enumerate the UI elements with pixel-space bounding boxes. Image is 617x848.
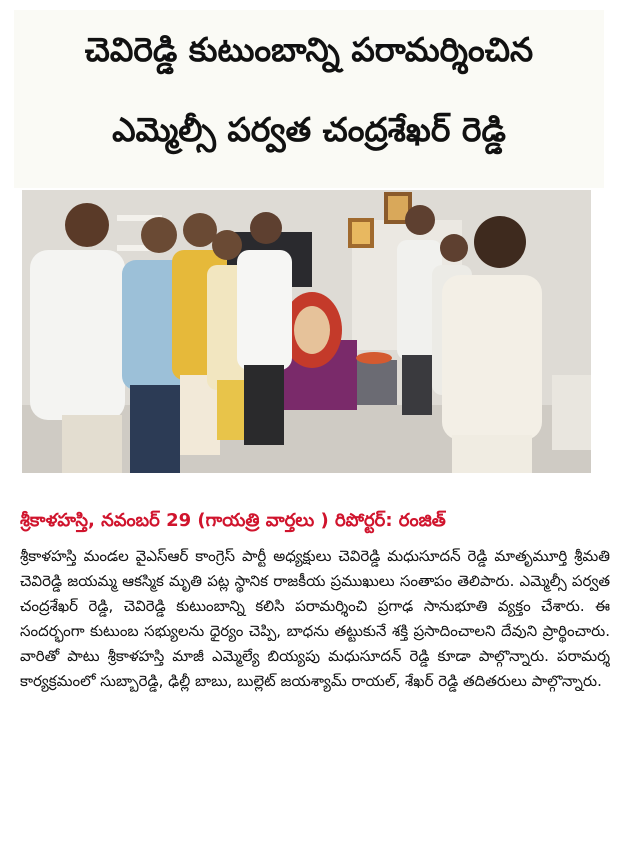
- headline-box: [14, 10, 604, 188]
- headline-line-1: చెవిరెడ్డి కుటుంబాన్ని పరామర్శించిన: [84, 30, 534, 69]
- article: [14, 508, 610, 694]
- headline-line-2: ఎమ్మెల్సీ పర్వత చంద్రశేఖర్ రెడ్డి: [112, 110, 506, 149]
- dateline: శ్రీకాళహస్తి, నవంబర్ 29 (గాయత్రి వార్తలు ) రిపోర్టర్: రంజిత్: [20, 510, 446, 531]
- article-body: శ్రీకాళహస్తి మండల వైఎస్ఆర్ కాంగ్రెస్ పార్టీ అధ్యక్షులు చెవిరెడ్డి మధుసూదన్ రెడ్డి మాతృమూర్తి శ్రీమతి చెవిరెడ్డి జయమ్మ ఆకస్మిక మృతి పట్ల స్థానిక రాజకీయ ప్రముఖులు సంతాపం తెలిపారు. ఎమ్మెల్సీ పర్వత చంద్రశేఖర్ రెడ్డి, చెవిరెడ్డి కుటుంబాన్ని కలిసి పరామర్శించి ప్రగాఢ సానుభూతి వ్యక్తం చేశారు. ఈ సందర్భంగా కుటుంబ సభ్యులను ధైర్యం చెప్పి, బాధను తట్టుకునే శక్తి ప్రసాదించాలని దేవుని ప్రార్థించారు. వారితో పాటు శ్రీకాళహస్తి మాజీ ఎమ్మెల్యే బియ్యపు మధుసూదన్ రెడ్డి కూడా పాల్గొన్నారు. పరామర్శ కార్యక్రమంలో సుబ్బారెడ్డి, ఢిల్లీ బాబు, బుల్లెట్ జయశ్యామ్ రాయల్, శేఖర్ రెడ్డి తదితరులు పాల్గొన్నారు.: [20, 547, 610, 690]
- news-photo: [22, 190, 591, 473]
